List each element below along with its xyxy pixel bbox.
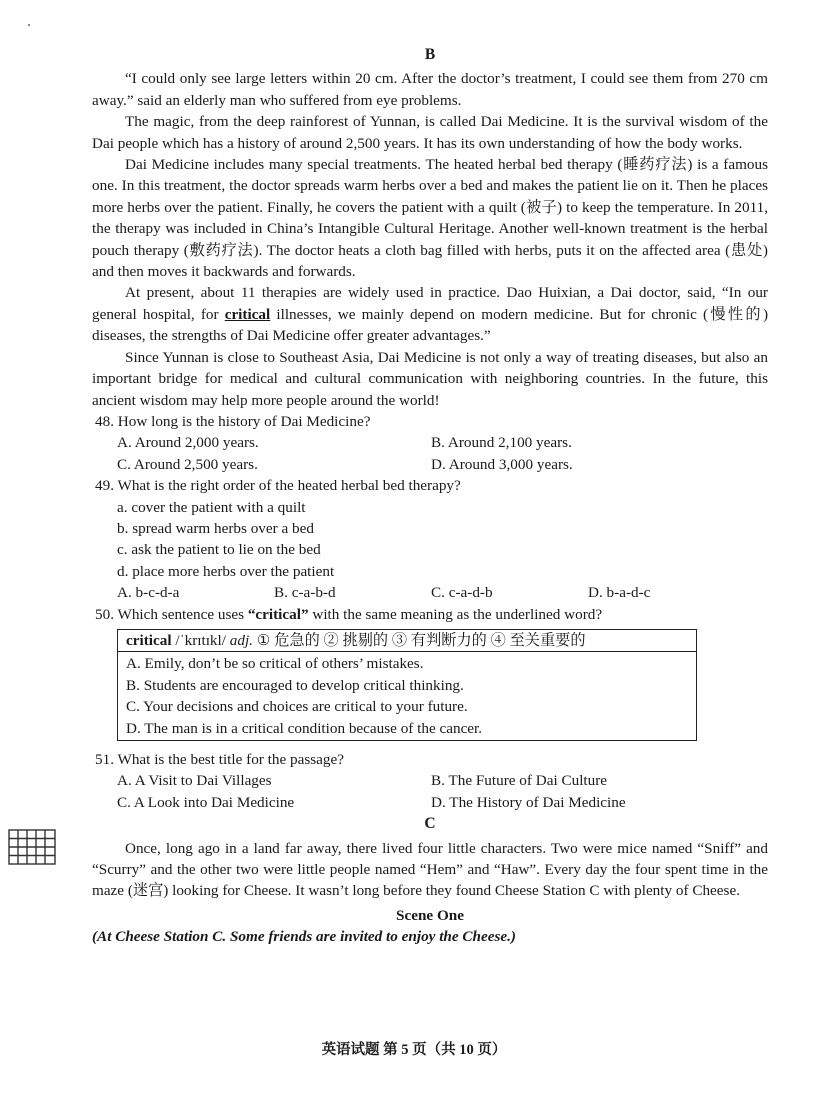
passage-b-paragraph-2: The magic, from the deep rainforest of Yunnan, is called Dai Medicine. It is the survival wisdom of the Dai people which has a history of around 2,500 years. It has its own understanding of how the body works. <box>92 113 768 152</box>
definition-word: critical <box>126 631 172 649</box>
q49-option-d: D. b-a-d-c <box>588 584 651 602</box>
question-50-stem <box>92 604 768 625</box>
q49-step-c: c. ask the patient to lie on the bed <box>117 541 321 559</box>
answer-grid-icon <box>8 829 56 865</box>
q50-stem-after: with the same meaning as the underlined word? <box>308 605 603 623</box>
q50-option-a: A. Emily, don’t be so critical of others’ mistakes. <box>126 655 424 673</box>
definition-box <box>117 629 697 741</box>
scene-title: Scene One <box>396 906 464 924</box>
question-51-options-row-1 <box>92 770 768 791</box>
passage-b-paragraph-3: Dai Medicine includes many special treatments. The heated herbal bed therapy (睡药疗法) is a famous one. In this treatment, the doctor spreads warm herbs over a bed and makes the patient lie on it. Then he places more herbs over the patient. Finally, he covers the patient with a quilt (被子) to keep the temperature. In 2011, the therapy was included in China’s Intangible Cultural Heritage. Another well-known treatment is the herbal pouch therapy (敷药疗法). The doctor heats a cloth bag filled with herbs, puts it on the affected area (患处) and then moves it backwards and forwards. <box>92 156 768 281</box>
question-48-options-row-2 <box>92 454 768 475</box>
q49-step-d: d. place more herbs over the patient <box>117 562 335 580</box>
q51-option-c: C. A Look into Dai Medicine <box>117 793 295 811</box>
q50-option-c: C. Your decisions and choices are critical to your future. <box>126 698 468 716</box>
q48-option-a: A. Around 2,000 years. <box>117 434 259 452</box>
question-49-stem: 49. What is the right order of the heated herbal bed therapy? <box>95 477 461 495</box>
p4-text-before: At present, about 11 therapies are widely used in practice. Dao Huixian, a Dai doctor, said, “In our general hospital, for <box>92 284 768 323</box>
q50-stem-word: “critical” <box>247 605 309 623</box>
definition-header <box>118 630 696 652</box>
stage-direction: (At Cheese Station C. Some friends are invited to enjoy the Cheese.) <box>92 928 516 946</box>
q51-option-b: B. The Future of Dai Culture <box>431 772 608 790</box>
question-48-options-row-1 <box>92 432 768 453</box>
definition-meanings: ① 危急的 ② 挑剔的 ③ 有判断力的 ④ 至关重要的 <box>252 631 586 649</box>
p4-text-after: illnesses, we mainly depend on modern medicine. But for chronic (慢性的) diseases, the strengths of Dai Medicine offer greater advantages.” <box>92 305 768 345</box>
q50-option-b: B. Students are encouraged to develop critical thinking. <box>126 676 464 694</box>
question-48-stem: 48. How long is the history of Dai Medicine? <box>95 412 371 430</box>
q49-option-a: A. b-c-d-a <box>117 584 180 602</box>
q51-option-a: A. A Visit to Dai Villages <box>117 772 272 790</box>
q49-option-b: B. c-a-b-d <box>274 584 336 602</box>
q48-option-c: C. Around 2,500 years. <box>117 455 258 473</box>
q49-option-c: C. c-a-d-b <box>431 584 493 602</box>
question-51-stem: 51. What is the best title for the passage? <box>95 751 344 768</box>
passage-b-paragraph-5: Since Yunnan is close to Southeast Asia, Dai Medicine is not only a way of treating diseases, but also an important bridge for medical and cultural communication with neighboring countries. In the future, this ancient wisdom may help more people around the world! <box>92 348 768 409</box>
exam-page <box>92 44 768 948</box>
q48-option-b: B. Around 2,100 years. <box>431 434 572 452</box>
section-b-title: B <box>424 46 436 63</box>
passage-c-paragraph-1: Once, long ago in a land far away, there lived four little characters. Two were mice named “Sniff” and “Scurry” and the other two were little people named “Hem” and “Haw”. Every day the four spent time in the maze (迷宫) looking for Cheese. It wasn’t long before they found Cheese Station C with plenty of Cheese. <box>92 839 768 900</box>
passage-b-paragraph-1: “I could only see large letters within 20 cm. After the doctor’s treatment, I could see them from 270 cm away.” said an elderly man who suffered from eye problems. <box>92 70 768 109</box>
q49-step-a: a. cover the patient with a quilt <box>117 498 306 516</box>
underlined-word-critical: critical <box>224 305 271 323</box>
definition-pos: adj. <box>229 631 253 649</box>
question-51-options-row-2 <box>92 792 768 813</box>
section-c-title: C <box>424 815 436 833</box>
q51-option-d: D. The History of Dai Medicine <box>431 793 626 811</box>
page-footer: 英语试题 第 5 页（共 10 页） <box>321 1042 507 1058</box>
q50-options <box>118 652 696 740</box>
passage-b-paragraph-4 <box>92 282 768 346</box>
q50-option-d: D. The man is in a critical condition because of the cancer. <box>126 719 483 737</box>
definition-phonetic: /ˈkrɪtɪkl/ <box>171 631 230 649</box>
q50-stem-before: 50. Which sentence uses <box>95 605 248 623</box>
question-49-options <box>92 582 768 603</box>
scan-speck <box>28 24 30 26</box>
q48-option-d: D. Around 3,000 years. <box>431 455 573 473</box>
q49-step-b: b. spread warm herbs over a bed <box>117 519 314 537</box>
